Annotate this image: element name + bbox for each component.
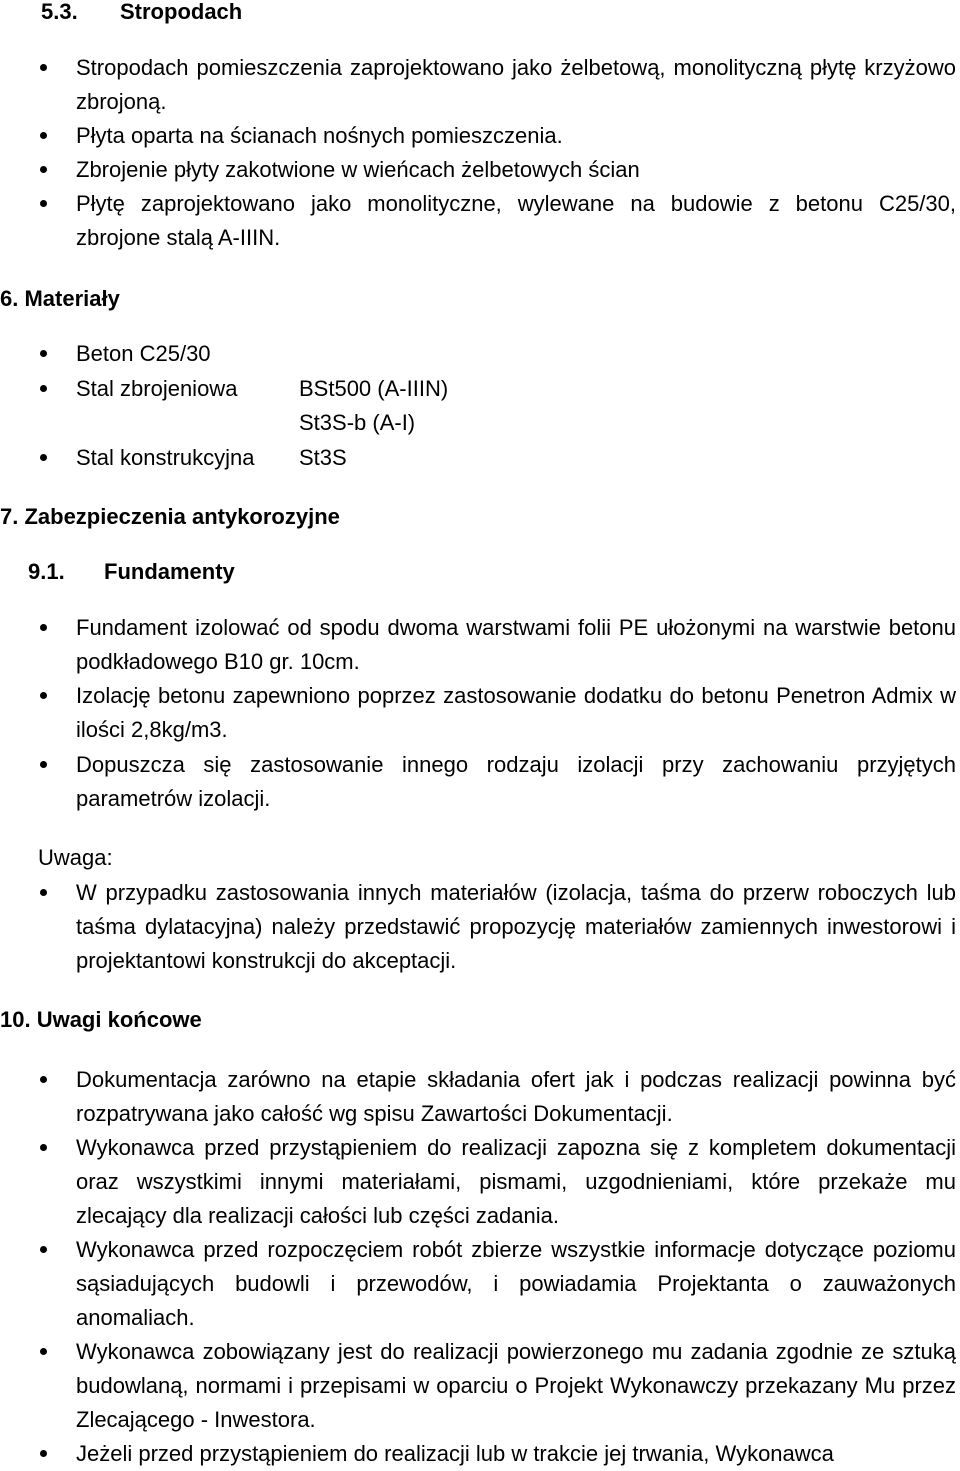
bullet-icon (40, 1246, 47, 1253)
list-item: Wykonawca przed przystąpieniem do realizacji zapozna się z kompletem dokumentacji oraz wszystkimi innymi materiałami, pismami, uzgodnieniami, które przekaże mu zlecający dla realizacji całości lub części zadania. (76, 1135, 956, 1228)
bullet-icon (40, 692, 47, 699)
material-value: BSt500 (A-IIIN) (299, 376, 449, 401)
list-item: Dokumentacja zarówno na etapie składania ofert jak i podczas realizacji powinna być rozpatrywana jako całość wg spisu Zawartości Dokumentacji. (76, 1067, 956, 1126)
bullet-icon (40, 1450, 47, 1457)
note-label: Uwaga: (38, 845, 113, 870)
list-item: Dopuszcza się zastosowanie innego rodzaju izolacji przy zachowaniu przyjętych parametrów izolacji. (76, 752, 956, 811)
list-item: Płyta oparta na ścianach nośnych pomieszczenia. (76, 123, 563, 148)
list-item: W przypadku zastosowania innych materiałów (izolacja, taśma do przerw roboczych lub taśma dylatacyjna) należy przedstawić propozycję materiałów zamiennych inwestorowi i projektantowi konstrukcji do akceptacji. (76, 880, 956, 973)
list-item: Stropodach pomieszczenia zaprojektowano jako żelbetową, monolityczną płytę krzyżowo zbrojoną. (76, 55, 956, 114)
bullet-icon (40, 385, 47, 392)
bullet-icon (40, 200, 47, 207)
section-5-3-title: Stropodach (120, 0, 243, 24)
section-10-title: 10. Uwagi końcowe (0, 1007, 202, 1032)
bullet-icon (40, 1144, 47, 1151)
bullet-icon (40, 132, 47, 139)
bullet-icon (40, 761, 47, 768)
bullet-icon (40, 166, 47, 173)
list-item: Fundament izolować od spodu dwoma warstwami folii PE ułożonymi na warstwie betonu podkładowego B10 gr. 10cm. (76, 615, 956, 674)
list-item: Izolację betonu zapewniono poprzez zastosowanie dodatku do betonu Penetron Admix w ilości 2,8kg/m3. (76, 683, 956, 742)
list-item: Zbrojenie płyty zakotwione w wieńcach żelbetowych ścian (76, 157, 640, 182)
bullet-icon (40, 1076, 47, 1083)
material-label: Beton C25/30 (76, 341, 211, 366)
section-9-1-number: 9.1. (28, 559, 65, 584)
bullet-icon (40, 889, 47, 896)
bullet-icon (40, 350, 47, 357)
list-item: Wykonawca przed rozpoczęciem robót zbierze wszystkie informacje dotyczące poziomu sąsiadujących budowli i przewodów, i powiadamia Projektanta o zauważonych anomaliach. (76, 1237, 956, 1330)
list-item: Wykonawca zobowiązany jest do realizacji powierzonego mu zadania zgodnie ze sztuką budowlaną, normami i przepisami w oparciu o Projekt Wykonawczy przekazany Mu przez Zlecającego - Inwestora. (76, 1339, 956, 1432)
section-7-title: 7. Zabezpieczenia antykorozyjne (0, 504, 340, 529)
bullet-icon (40, 624, 47, 631)
section-9-1-title: Fundamenty (104, 559, 235, 584)
material-value: St3S (299, 445, 347, 470)
list-item: Płytę zaprojektowano jako monolityczne, wylewane na budowie z betonu C25/30, zbrojone stalą A-IIIN. (76, 191, 956, 250)
section-5-3-number: 5.3. (41, 0, 78, 24)
material-label: Stal zbrojeniowa (76, 376, 238, 401)
material-label: Stal konstrukcyjna (76, 445, 255, 470)
section-6-title: 6. Materiały (0, 286, 120, 311)
bullet-icon (40, 454, 47, 461)
list-item: Jeżeli przed przystąpieniem do realizacji lub w trakcie jej trwania, Wykonawca (76, 1441, 834, 1466)
bullet-icon (40, 1348, 47, 1355)
material-value: St3S-b (A-I) (299, 410, 416, 435)
bullet-icon (40, 64, 47, 71)
